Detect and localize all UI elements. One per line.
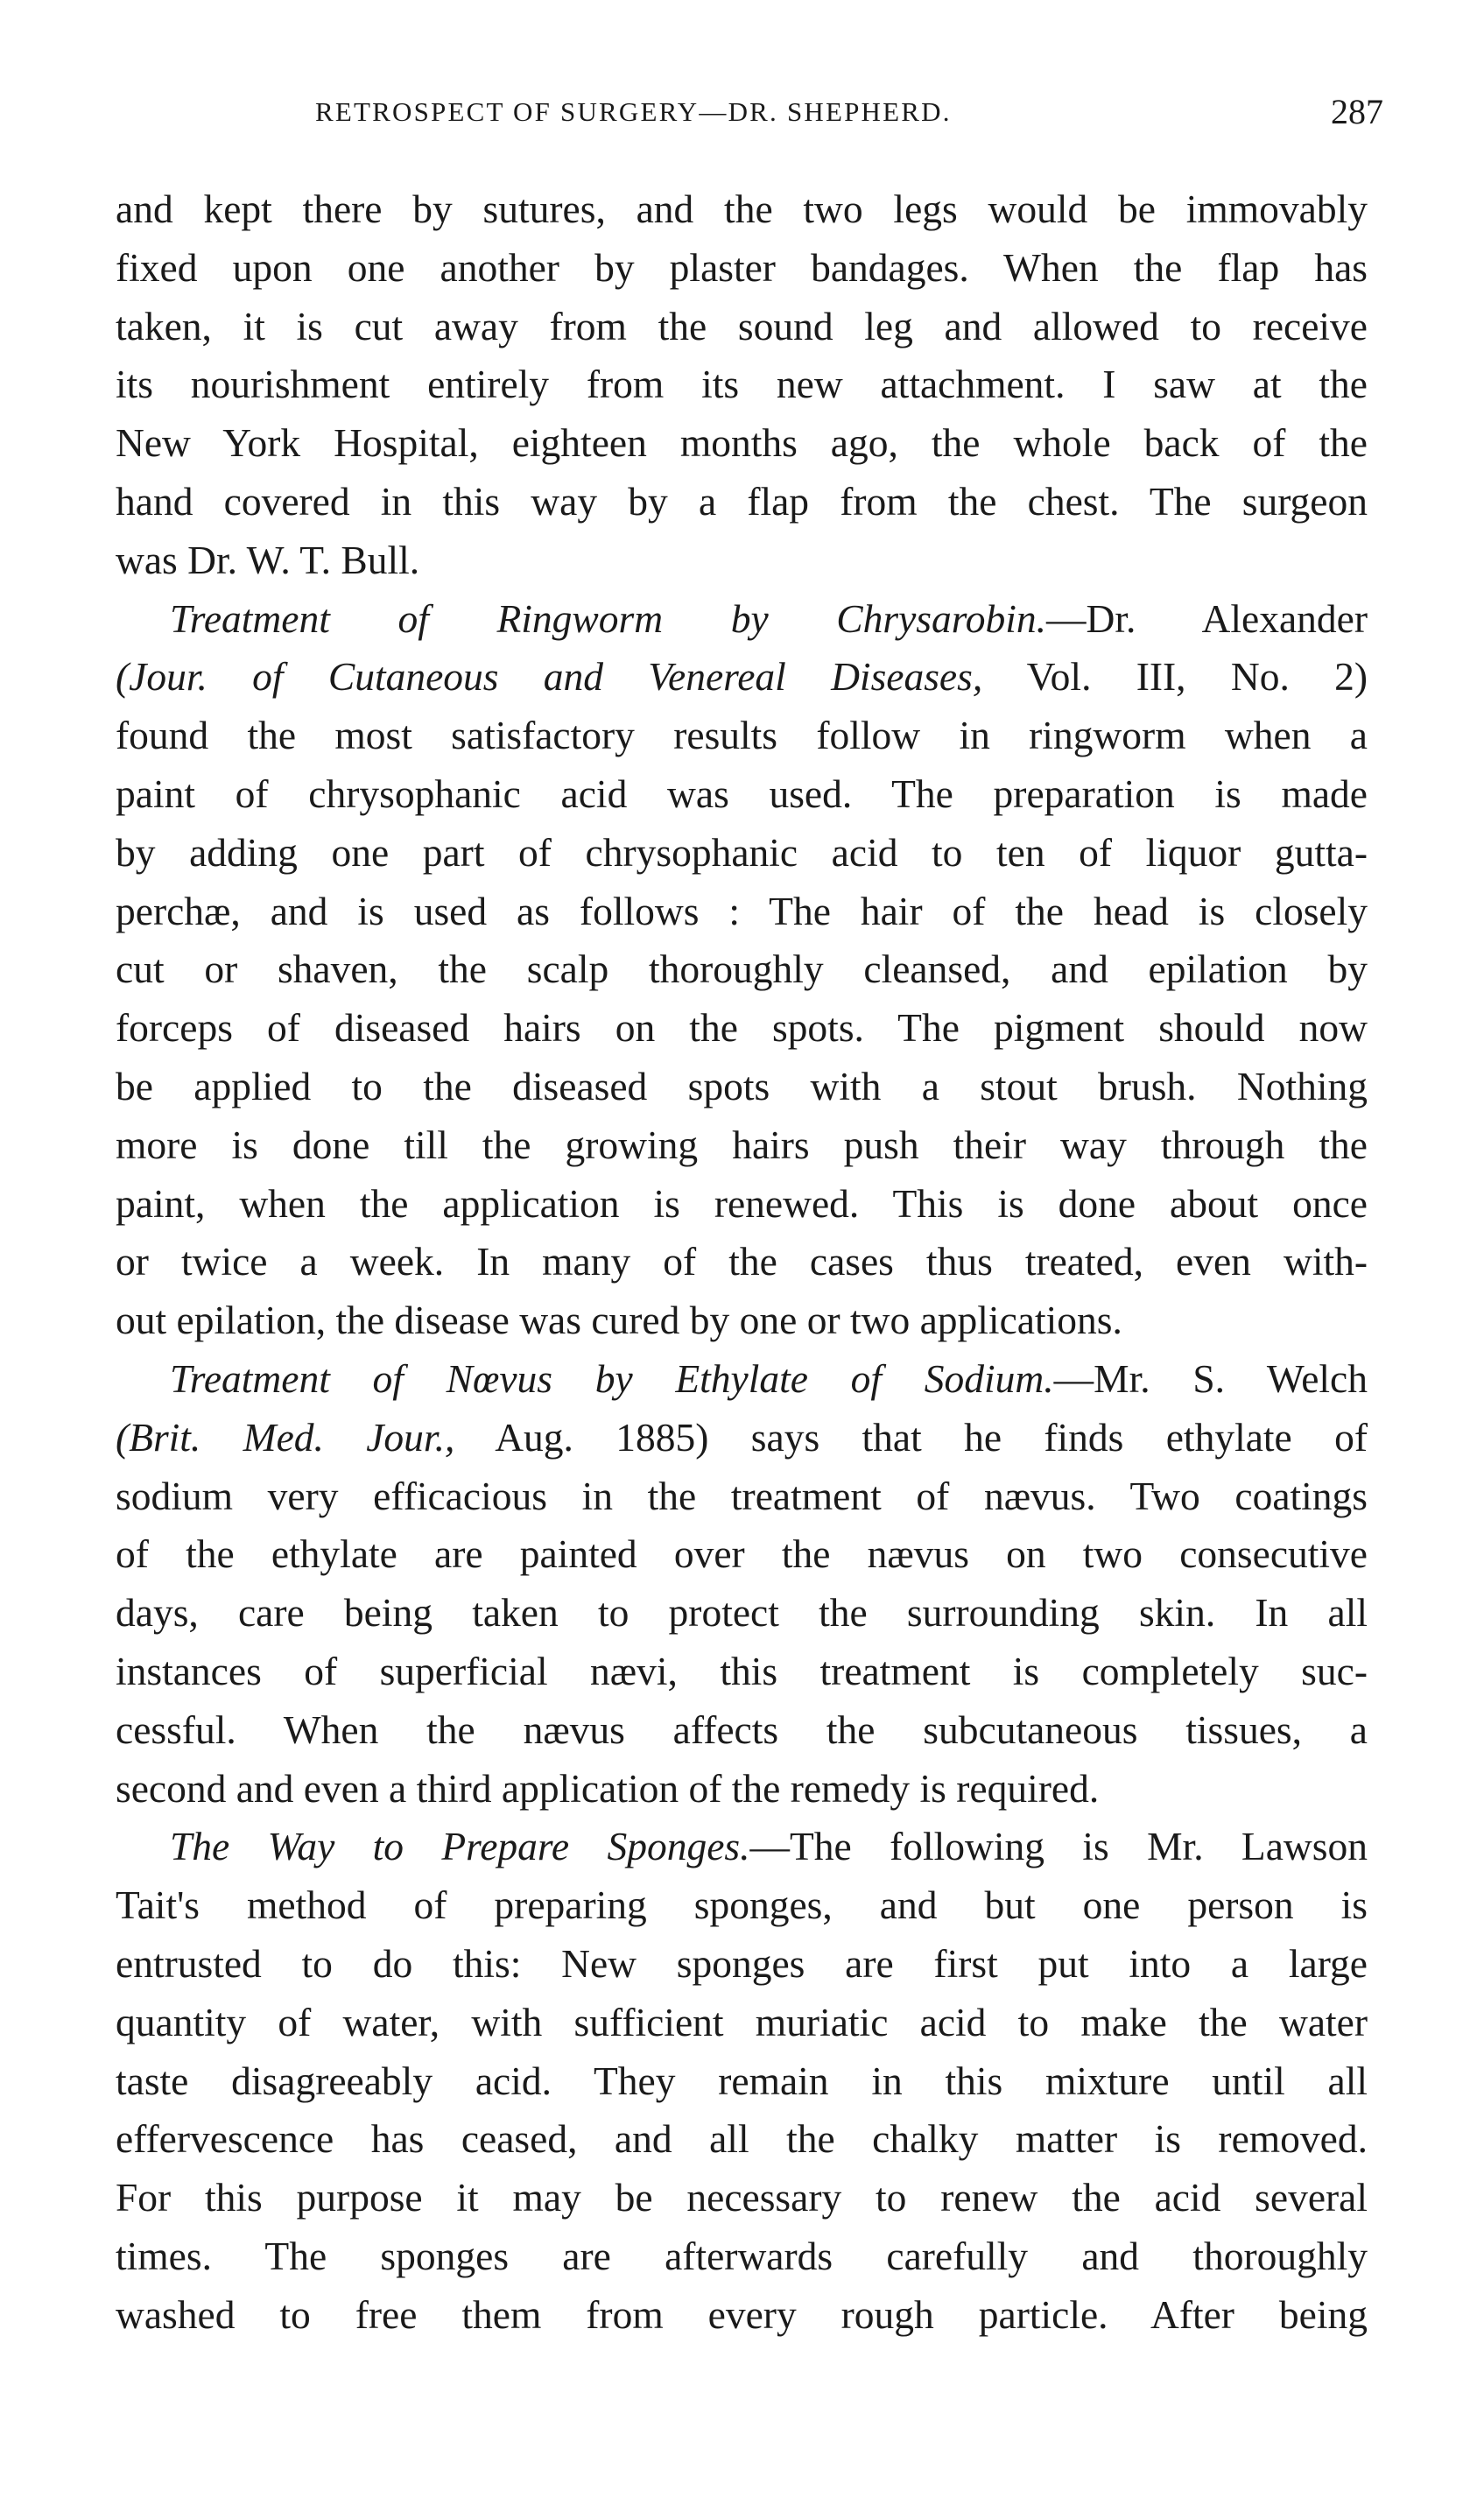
text-segment: paint of chrysophanic acid was used. The preparation is made [116,771,1368,816]
text-segment: taken, it is cut away from the sound leg and allowed to receive [116,303,1368,348]
text-segment: taste disagreeably acid. They remain in this mixture until all [116,2058,1368,2103]
text-segment: —The following is Mr. Lawson [749,1824,1368,1869]
text-line [116,2227,1368,2286]
text-segment: or twice a week. In many of the cases thus treated, even with- [116,1239,1368,1284]
text-line [116,940,1368,999]
text-line [116,999,1368,1058]
text-segment: of the ethylate are painted over the nævus on two consecutive [116,1531,1368,1577]
text-line [116,1350,1368,1409]
text-segment: forceps of diseased hairs on the spots. The pigment should now [116,1005,1368,1051]
text-segment: its nourishment entirely from its new attachment. I saw at the [116,362,1368,407]
text-segment: perchæ, and is used as follows : The hair of the head is closely [116,888,1368,933]
text-segment: Aug. 1885) says that he finds ethylate of [454,1414,1368,1460]
text-segment: Vol. III, No. 2) [982,654,1368,700]
text-segment: For this purpose it may be necessary to renew the acid several [116,2175,1368,2220]
text-line [116,707,1368,765]
text-line [116,2052,1368,2111]
text-line [116,414,1368,473]
text-segment: be applied to the diseased spots with a stout brush. Nothing [116,1063,1368,1108]
text-line [116,883,1368,941]
text-line [116,1643,1368,1701]
italic-text-segment: Treatment of Nœvus by Ethylate of Sodium. [170,1355,1054,1401]
text-segment: New York Hospital, eighteen months ago, the whole back of the [116,420,1368,466]
text-line [116,180,1368,239]
text-segment: and kept there by sutures, and the two legs would be immovably [116,186,1368,231]
text-line [116,473,1368,531]
text-line [116,298,1368,356]
italic-text-segment: The Way to Prepare Sponges. [170,1824,750,1869]
text-segment: quantity of water, with sufficient muriatic acid to make the water [116,1999,1368,2044]
text-line [116,1701,1368,1760]
italic-text-segment: (Jour. of Cutaneous and Venereal Diseases, [116,654,983,700]
text-line [116,1935,1368,1994]
running-head: RETROSPECT OF SURGERY—DR. SHEPHERD. [315,96,952,127]
text-line [116,1584,1368,1643]
text-line [116,1058,1368,1116]
italic-text-segment: (Brit. Med. Jour., [116,1414,455,1460]
page-header [315,92,1383,140]
text-segment: —Mr. S. Welch [1053,1355,1368,1401]
italic-text-segment: Treatment of Ringworm by Chrysarobin. [170,595,1047,641]
text-segment: fixed upon one another by plaster bandages. When the flap has [116,244,1368,290]
text-line [116,239,1368,298]
text-line [116,1876,1368,1935]
text-segment: —Dr. Alexander [1046,595,1368,641]
text-line [116,1291,1368,1350]
text-segment: cessful. When the nævus affects the subcutaneous tissues, a [116,1706,1368,1752]
text-segment: days, care being taken to protect the surrounding skin. In all [116,1590,1368,1636]
text-segment: instances of superficial nævi, this treatment is completely suc- [116,1648,1368,1693]
text-line [116,2110,1368,2169]
text-line [116,1818,1368,1876]
text-segment: hand covered in this way by a flap from the chest. The surgeon [116,478,1368,524]
text-line [116,590,1368,649]
text-line [116,1525,1368,1584]
text-line [116,2286,1368,2345]
text-line [116,1175,1368,1234]
text-line [116,824,1368,883]
text-line [116,355,1368,414]
text-line [116,648,1368,707]
text-segment: cut or shaven, the scalp thoroughly cleansed, and epilation by [116,946,1368,992]
text-line [116,1994,1368,2052]
text-segment: was Dr. W. T. Bull. [116,537,420,582]
body-text [116,180,1368,2344]
text-segment: paint, when the application is renewed. This is done about once [116,1180,1368,1226]
text-segment: second and even a third application of the remedy is required. [116,1765,1100,1811]
text-line [116,1409,1368,1467]
text-segment: sodium very efficacious in the treatment of nævus. Two coatings [116,1473,1368,1518]
text-segment: more is done till the growing hairs push their way through the [116,1122,1368,1167]
text-segment: by adding one part of chrysophanic acid to ten of liquor gutta- [116,829,1368,875]
text-line [116,1116,1368,1175]
page-number: 287 [1331,92,1383,131]
text-line [116,531,1368,590]
text-line [116,1233,1368,1291]
text-segment: times. The sponges are afterwards carefully and thoroughly [116,2233,1368,2278]
text-segment: entrusted to do this: New sponges are first put into a large [116,1940,1368,1986]
text-line [116,1467,1368,1526]
text-line [116,765,1368,824]
text-line [116,1760,1368,1819]
text-segment: Tait's method of preparing sponges, and but one person is [116,1882,1368,1928]
text-segment: out epilation, the disease was cured by one or two applications. [116,1298,1122,1343]
text-segment: found the most satisfactory results follow in ringworm when a [116,713,1368,758]
text-segment: washed to free them from every rough particle. After being [116,2291,1368,2337]
text-line [116,2169,1368,2227]
text-segment: effervescence has ceased, and all the chalky matter is removed. [116,2116,1368,2162]
